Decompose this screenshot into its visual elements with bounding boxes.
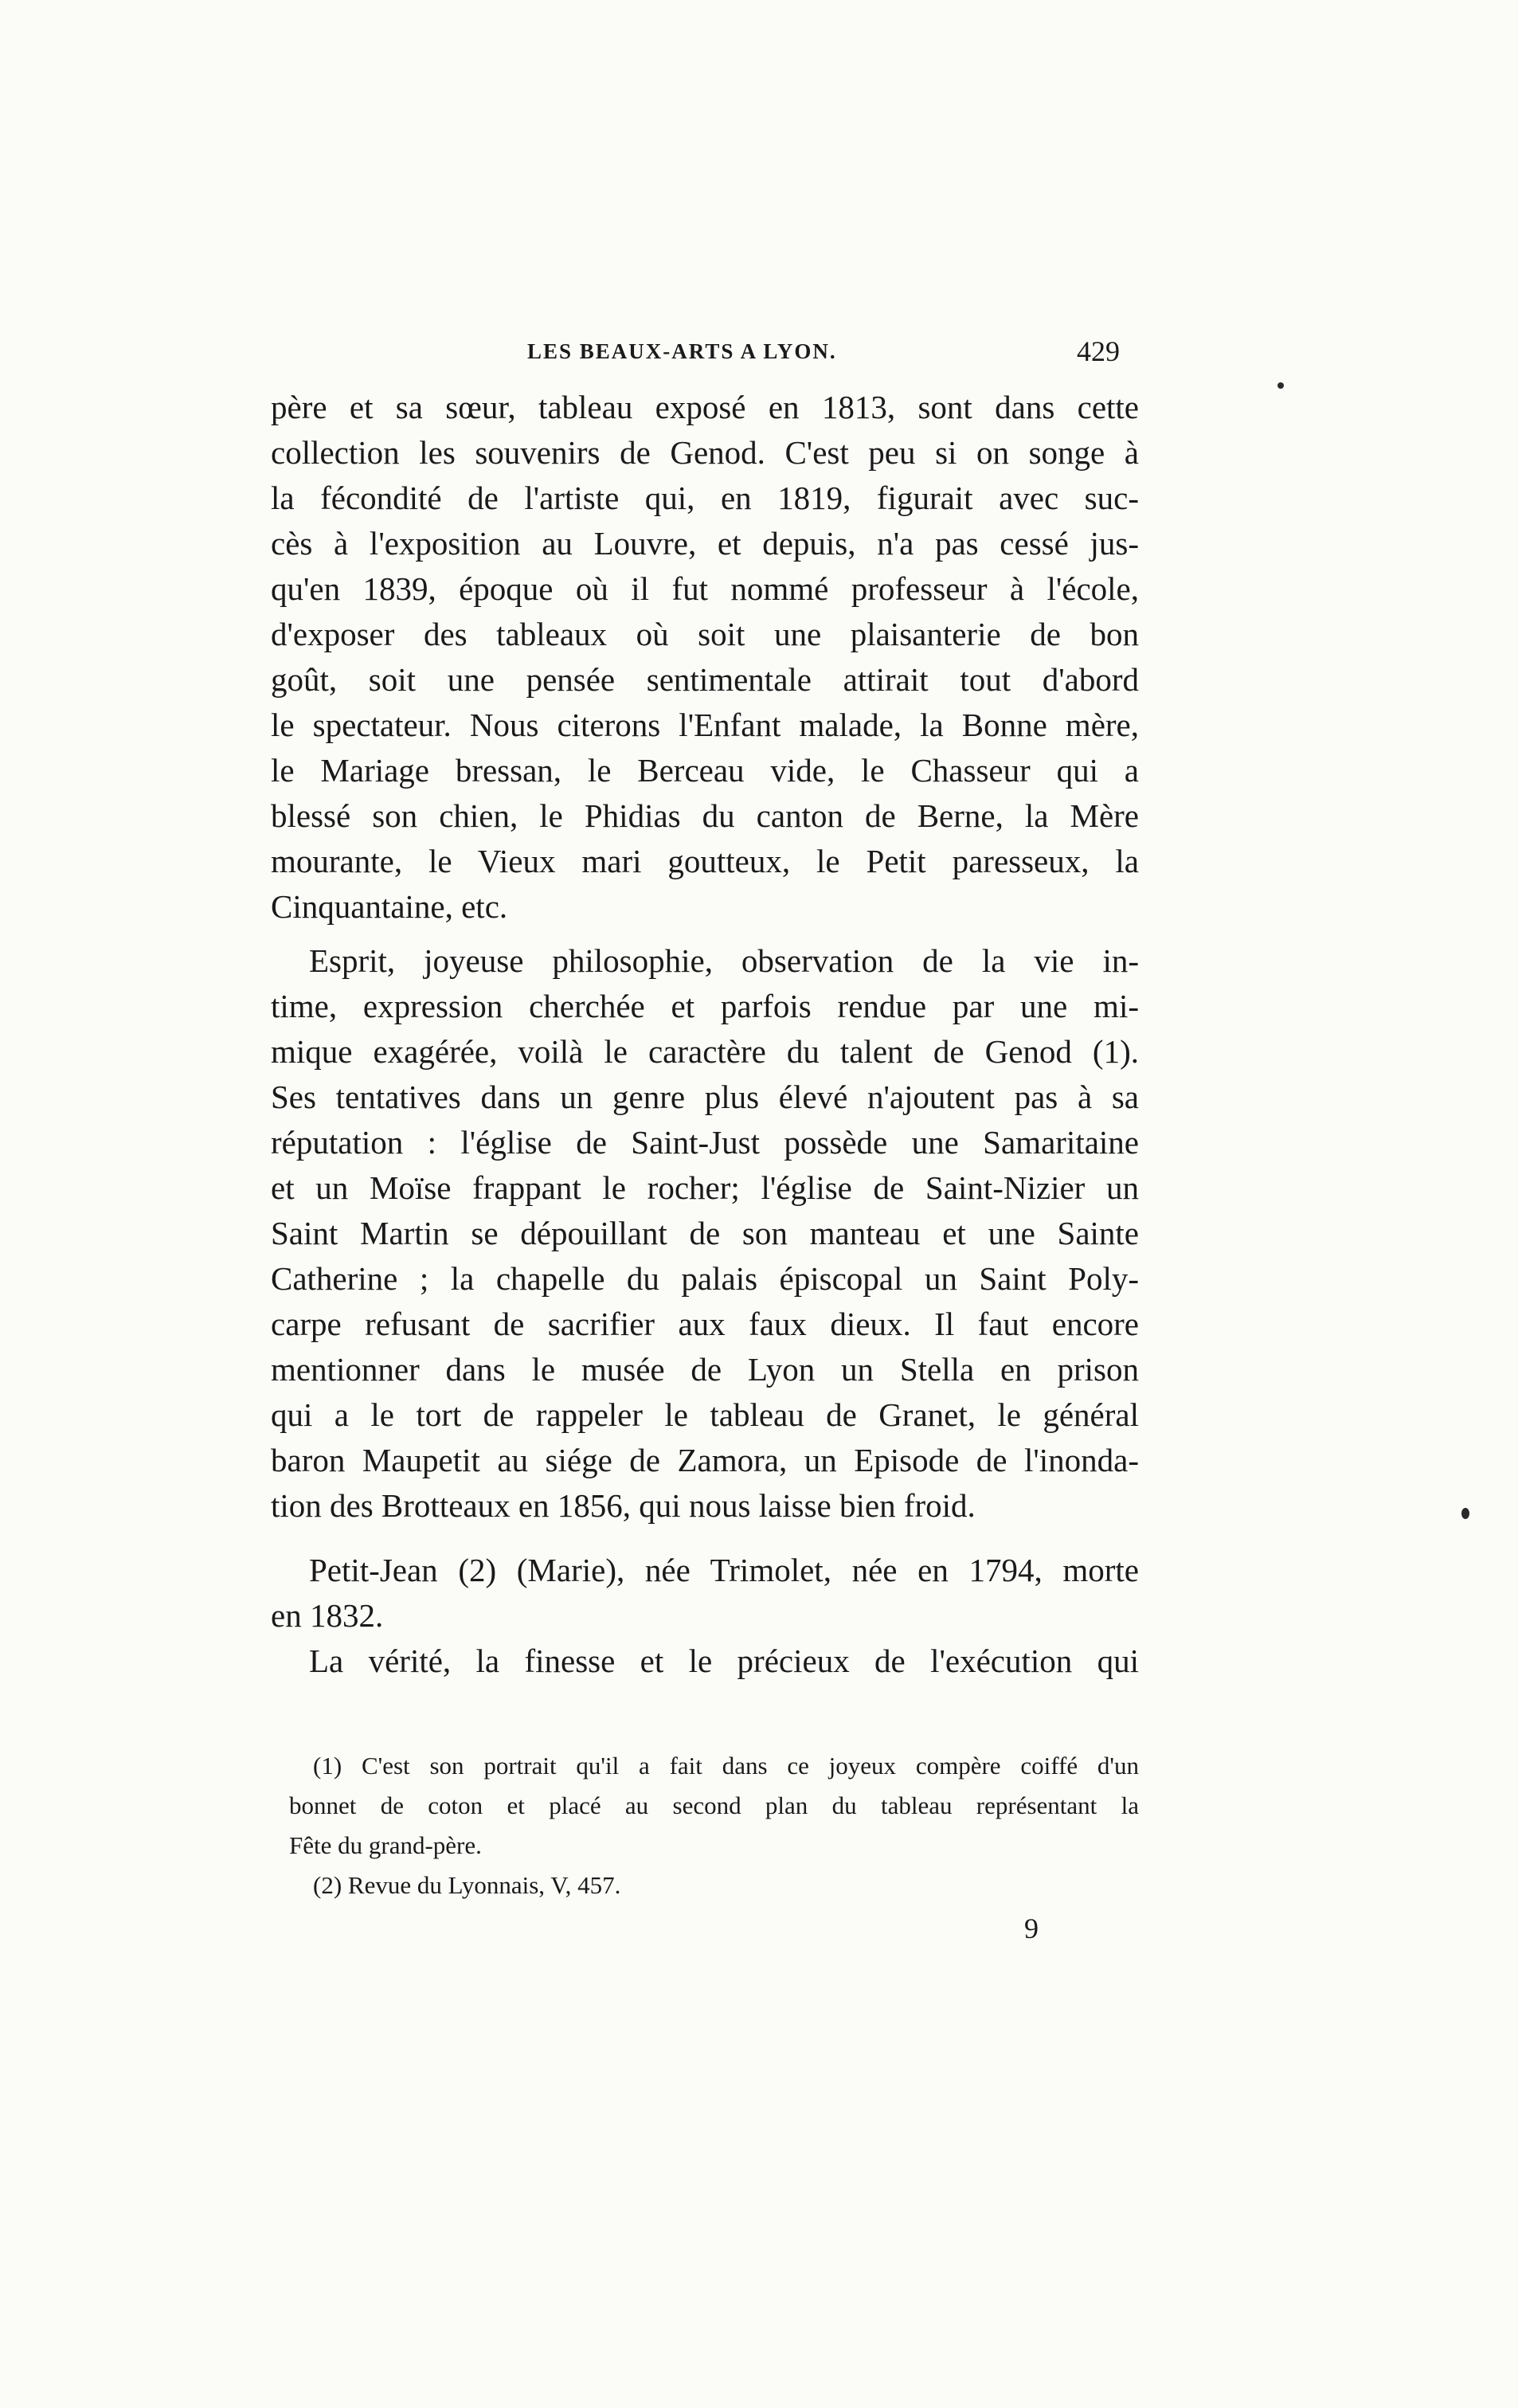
text-line: mentionner dans le musée de Lyon un Stella en prison bbox=[271, 1351, 1139, 1388]
text-line: qu'en 1839, époque où il fut nommé professeur à l'école, bbox=[271, 570, 1139, 607]
footnote-line: (2) Revue du Lyonnais, V, 457. bbox=[313, 1871, 621, 1899]
text-line: père et sa sœur, tableau exposé en 1813, sont dans cette bbox=[271, 389, 1139, 425]
text-line: La vérité, la finesse et le précieux de l'exécution qui bbox=[309, 1643, 1139, 1679]
text-line: carpe refusant de sacrifier aux faux dieux. Il faut encore bbox=[271, 1306, 1139, 1342]
text-line: collection les souvenirs de Genod. C'est peu si on songe à bbox=[271, 434, 1139, 471]
text-line: time, expression cherchée et parfois rendue par une mi- bbox=[271, 988, 1139, 1024]
text-line: Saint Martin se dépouillant de son manteau et une Sainte bbox=[271, 1215, 1139, 1251]
running-title: LES BEAUX-ARTS A LYON. bbox=[527, 339, 837, 363]
text-line: mique exagérée, voilà le caractère du talent de Genod (1). bbox=[271, 1033, 1139, 1070]
footnotes bbox=[289, 1746, 1139, 1905]
text-line: le spectateur. Nous citerons l'Enfant malade, la Bonne mère, bbox=[271, 707, 1139, 743]
text-line: cès à l'exposition au Louvre, et depuis, n'a pas cessé jus- bbox=[271, 525, 1139, 562]
text-line: mourante, le Vieux mari goutteux, le Petit paresseux, la bbox=[271, 843, 1139, 879]
text-line: Esprit, joyeuse philosophie, observation de la vie in- bbox=[309, 942, 1139, 979]
text-line: Cinquantaine, etc. bbox=[271, 888, 508, 925]
footnote-line: (1) C'est son portrait qu'il a fait dans ce joyeux compère coiffé d'un bbox=[313, 1752, 1139, 1780]
text-line: réputation : l'église de Saint-Just possède une Samaritaine bbox=[271, 1124, 1139, 1161]
ink-speck bbox=[1461, 1508, 1469, 1519]
text-line: tion des Brotteaux en 1856, qui nous laisse bien froid. bbox=[271, 1487, 976, 1524]
page-number: 429 bbox=[1077, 335, 1120, 367]
text-line: et un Moïse frappant le rocher; l'église de Saint-Nizier un bbox=[271, 1169, 1139, 1206]
text-line: d'exposer des tableaux où soit une plaisanterie de bon bbox=[271, 616, 1139, 652]
ink-speck bbox=[1277, 382, 1284, 389]
text-line: en 1832. bbox=[271, 1597, 384, 1634]
text-line: le Mariage bressan, le Berceau vide, le Chasseur qui a bbox=[271, 752, 1139, 789]
text-line: qui a le tort de rappeler le tableau de Granet, le général bbox=[271, 1396, 1139, 1433]
body-text bbox=[271, 385, 1139, 1684]
text-line: blessé son chien, le Phidias du canton de Berne, la Mère bbox=[271, 797, 1139, 834]
text-line: Ses tentatives dans un genre plus élevé n'ajoutent pas à sa bbox=[271, 1079, 1139, 1115]
footnote-line: bonnet de coton et placé au second plan du tableau représentant la bbox=[289, 1791, 1139, 1819]
text-line: goût, soit une pensée sentimentale attirait tout d'abord bbox=[271, 661, 1139, 698]
text-line: Catherine ; la chapelle du palais épiscopal un Saint Poly- bbox=[271, 1260, 1139, 1297]
text-line: baron Maupetit au siége de Zamora, un Episode de l'inonda- bbox=[271, 1442, 1139, 1478]
running-header bbox=[276, 335, 1128, 382]
text-line: Petit-Jean (2) (Marie), née Trimolet, née en 1794, morte bbox=[309, 1552, 1139, 1588]
signature-mark: 9 bbox=[1024, 1913, 1039, 1944]
footnote-line: Fête du grand-père. bbox=[289, 1831, 482, 1859]
text-line: la fécondité de l'artiste qui, en 1819, figurait avec suc- bbox=[271, 480, 1139, 516]
